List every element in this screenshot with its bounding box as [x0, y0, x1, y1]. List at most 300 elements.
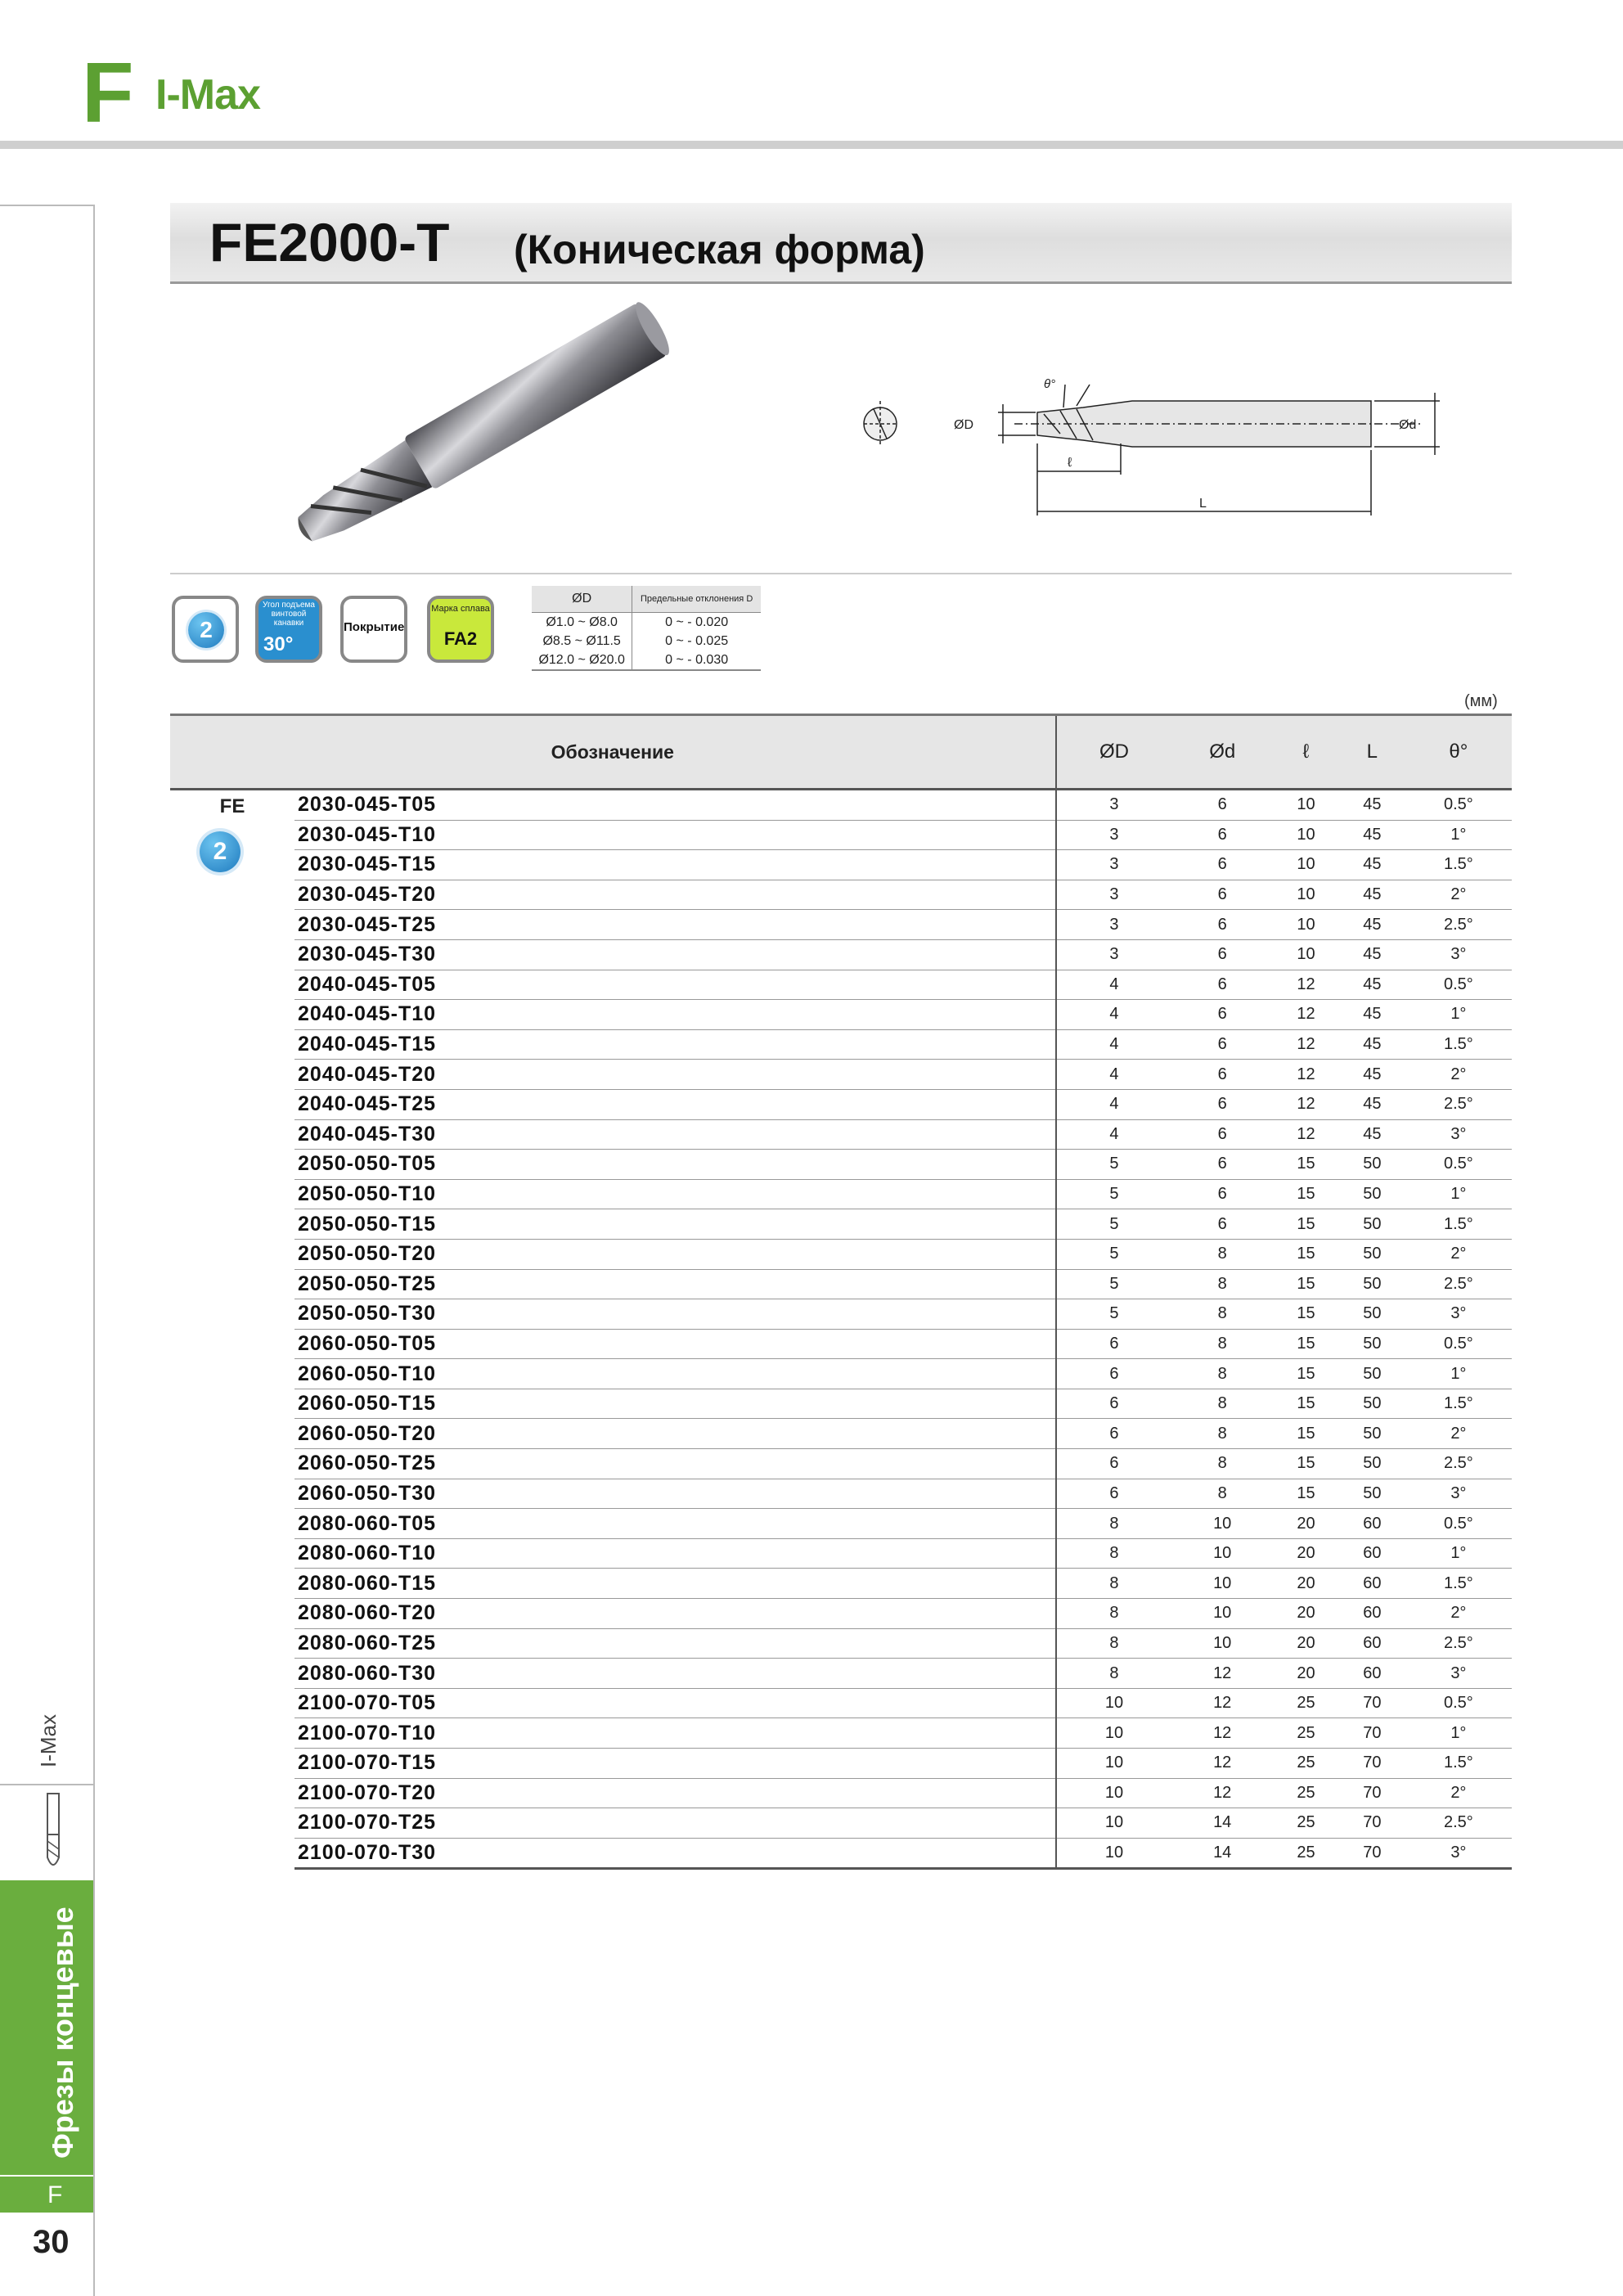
helix-angle-icon [255, 596, 322, 663]
cell-d: 8 [1171, 1239, 1273, 1269]
cell-L: 50 [1339, 1449, 1405, 1479]
sidebar-brand-text: I-Max [36, 1714, 61, 1767]
cell-code: 2060-050-T30 [294, 1479, 1056, 1509]
table-row [170, 1029, 1512, 1060]
grade-label: Марка сплава [431, 604, 490, 614]
cell-D: 3 [1056, 939, 1172, 970]
cell-d: 8 [1171, 1389, 1273, 1419]
sidebar-divider [93, 205, 95, 2296]
cell-D: 10 [1056, 1749, 1172, 1779]
cell-l: 12 [1273, 1119, 1339, 1150]
tool-drawing [851, 376, 1456, 532]
cell-d: 8 [1171, 1329, 1273, 1359]
section-letter: F [82, 46, 134, 141]
cell-theta: 1° [1405, 1718, 1512, 1749]
cell-theta: 2.5° [1405, 1808, 1512, 1839]
table-row [170, 1599, 1512, 1629]
cell-l: 10 [1273, 880, 1339, 910]
cell-D: 4 [1056, 1060, 1172, 1090]
grade-value: FA2 [443, 628, 478, 649]
cell-l: 15 [1273, 1269, 1339, 1299]
cell-L: 60 [1339, 1569, 1405, 1599]
cell-theta: 2° [1405, 1239, 1512, 1269]
dim-d: Ød [1399, 418, 1417, 432]
cell-D: 5 [1056, 1239, 1172, 1269]
cell-D: 3 [1056, 790, 1172, 821]
flutes-count: 2 [188, 612, 224, 648]
cell-d: 14 [1171, 1838, 1273, 1869]
cell-l: 12 [1273, 970, 1339, 1000]
cell-L: 45 [1339, 790, 1405, 821]
cell-l: 15 [1273, 1209, 1339, 1240]
cell-L: 70 [1339, 1749, 1405, 1779]
cell-code: 2050-050-T05 [294, 1150, 1056, 1180]
cell-D: 10 [1056, 1688, 1172, 1718]
cell-code: 2100-070-T25 [294, 1808, 1056, 1839]
flutes-icon [172, 596, 239, 663]
cell-theta: 0.5° [1405, 1329, 1512, 1359]
col-L: L [1339, 715, 1405, 790]
cell-L: 45 [1339, 1000, 1405, 1030]
cell-theta: 3° [1405, 1119, 1512, 1150]
cell-D: 6 [1056, 1329, 1172, 1359]
table-row [170, 1659, 1512, 1689]
cell-d: 6 [1171, 970, 1273, 1000]
cell-code: 2100-070-T10 [294, 1718, 1056, 1749]
cell-theta: 2° [1405, 1419, 1512, 1449]
table-row [170, 1179, 1512, 1209]
table-row [170, 1299, 1512, 1330]
cell-l: 15 [1273, 1419, 1339, 1449]
cell-L: 50 [1339, 1419, 1405, 1449]
cell-code: 2080-060-T05 [294, 1509, 1056, 1539]
cell-d: 10 [1171, 1538, 1273, 1569]
cell-d: 6 [1171, 1179, 1273, 1209]
cell-theta: 0.5° [1405, 1688, 1512, 1718]
cell-code: 2080-060-T20 [294, 1599, 1056, 1629]
table-row [170, 1239, 1512, 1269]
cell-code: 2040-045-T25 [294, 1089, 1056, 1119]
table-row [170, 1569, 1512, 1599]
cell-L: 70 [1339, 1808, 1405, 1839]
cell-code: 2080-060-T25 [294, 1628, 1056, 1659]
cell-D: 3 [1056, 910, 1172, 940]
cell-l: 15 [1273, 1179, 1339, 1209]
cell-code: 2080-060-T30 [294, 1659, 1056, 1689]
tolerance-range: Ø12.0 ~ Ø20.0 [532, 651, 632, 670]
cell-L: 50 [1339, 1329, 1405, 1359]
cell-d: 6 [1171, 1000, 1273, 1030]
cell-d: 6 [1171, 1089, 1273, 1119]
cell-L: 70 [1339, 1778, 1405, 1808]
cell-l: 15 [1273, 1449, 1339, 1479]
cell-D: 5 [1056, 1150, 1172, 1180]
cell-d: 6 [1171, 1029, 1273, 1060]
cell-code: 2050-050-T10 [294, 1179, 1056, 1209]
cell-D: 8 [1056, 1599, 1172, 1629]
cell-code: 2080-060-T15 [294, 1569, 1056, 1599]
table-row [170, 1628, 1512, 1659]
cell-theta: 1.5° [1405, 850, 1512, 880]
table-row [170, 1778, 1512, 1808]
table-row [170, 1479, 1512, 1509]
cell-l: 10 [1273, 939, 1339, 970]
cell-D: 10 [1056, 1808, 1172, 1839]
cell-L: 50 [1339, 1269, 1405, 1299]
cell-d: 6 [1171, 820, 1273, 850]
cell-L: 60 [1339, 1538, 1405, 1569]
table-row [170, 850, 1512, 880]
cell-D: 6 [1056, 1479, 1172, 1509]
cell-code: 2100-070-T15 [294, 1749, 1056, 1779]
cell-D: 8 [1056, 1509, 1172, 1539]
cell-L: 50 [1339, 1150, 1405, 1180]
cell-l: 20 [1273, 1538, 1339, 1569]
cell-d: 8 [1171, 1419, 1273, 1449]
cell-theta: 1.5° [1405, 1029, 1512, 1060]
product-rows [170, 790, 1512, 1869]
dim-l: ℓ [1068, 456, 1072, 470]
cell-code: 2030-045-T30 [294, 939, 1056, 970]
tolerance-value: 0 ~ - 0.020 [665, 615, 729, 629]
tolerance-rows [532, 613, 761, 671]
cell-theta: 2.5° [1405, 1269, 1512, 1299]
cell-l: 15 [1273, 1389, 1339, 1419]
cell-code: 2060-050-T15 [294, 1389, 1056, 1419]
cell-l: 12 [1273, 1060, 1339, 1090]
cell-L: 45 [1339, 910, 1405, 940]
endmill-icon [41, 1792, 65, 1874]
cell-code: 2030-045-T20 [294, 880, 1056, 910]
cell-code: 2080-060-T10 [294, 1538, 1056, 1569]
cell-d: 8 [1171, 1299, 1273, 1330]
table-row [170, 1718, 1512, 1749]
product-model: FE2000-T [209, 212, 450, 272]
cell-theta: 1.5° [1405, 1749, 1512, 1779]
cell-l: 20 [1273, 1569, 1339, 1599]
flutes-badge: 2 [200, 831, 241, 872]
cell-L: 45 [1339, 880, 1405, 910]
cell-D: 5 [1056, 1269, 1172, 1299]
tolerance-range: Ø8.5 ~ Ø11.5 [532, 632, 632, 651]
cell-d: 6 [1171, 880, 1273, 910]
cell-code: 2100-070-T20 [294, 1778, 1056, 1808]
cell-l: 15 [1273, 1329, 1339, 1359]
cell-D: 8 [1056, 1538, 1172, 1569]
header-divider [0, 141, 1623, 149]
cell-d: 6 [1171, 1119, 1273, 1150]
cell-theta: 3° [1405, 939, 1512, 970]
cell-code: 2060-050-T05 [294, 1329, 1056, 1359]
cell-theta: 3° [1405, 1659, 1512, 1689]
cell-D: 6 [1056, 1419, 1172, 1449]
table-row [170, 1150, 1512, 1180]
cell-d: 10 [1171, 1509, 1273, 1539]
cell-theta: 1.5° [1405, 1389, 1512, 1419]
cell-D: 10 [1056, 1838, 1172, 1869]
table-row [170, 1329, 1512, 1359]
cell-L: 45 [1339, 820, 1405, 850]
cell-l: 25 [1273, 1778, 1339, 1808]
cell-D: 8 [1056, 1569, 1172, 1599]
cell-d: 12 [1171, 1688, 1273, 1718]
cell-d: 12 [1171, 1749, 1273, 1779]
product-subtitle: (Коническая форма) [514, 227, 925, 272]
cell-theta: 2° [1405, 880, 1512, 910]
cell-D: 5 [1056, 1299, 1172, 1330]
table-row [170, 1119, 1512, 1150]
cell-d: 6 [1171, 939, 1273, 970]
cell-D: 10 [1056, 1778, 1172, 1808]
table-row [170, 939, 1512, 970]
table-row [170, 1060, 1512, 1090]
cell-theta: 2.5° [1405, 1089, 1512, 1119]
cell-l: 20 [1273, 1599, 1339, 1629]
table-row [170, 1449, 1512, 1479]
cell-L: 70 [1339, 1688, 1405, 1718]
cell-theta: 0.5° [1405, 970, 1512, 1000]
cell-d: 6 [1171, 1209, 1273, 1240]
series-prefix: FE [219, 795, 245, 817]
cell-L: 50 [1339, 1179, 1405, 1209]
table-row [170, 1419, 1512, 1449]
tolerance-value: 0 ~ - 0.025 [665, 633, 729, 648]
cell-L: 50 [1339, 1299, 1405, 1330]
cell-theta: 1° [1405, 1179, 1512, 1209]
cell-code: 2100-070-T30 [294, 1838, 1056, 1869]
cell-d: 10 [1171, 1599, 1273, 1629]
grade-icon [427, 596, 494, 663]
table-row [170, 1688, 1512, 1718]
tolerance-header-d: ØD [532, 586, 632, 613]
cell-d: 10 [1171, 1628, 1273, 1659]
cell-theta: 1.5° [1405, 1569, 1512, 1599]
page-number: 30 [33, 2224, 70, 2260]
table-row [170, 1209, 1512, 1240]
table-row [170, 1838, 1512, 1869]
unit-label: (мм) [1464, 692, 1498, 710]
cell-D: 4 [1056, 1029, 1172, 1060]
col-d: Ød [1171, 715, 1273, 790]
cell-d: 6 [1171, 910, 1273, 940]
brand-title: I-Max [155, 71, 260, 119]
cell-d: 6 [1171, 1060, 1273, 1090]
cell-D: 6 [1056, 1449, 1172, 1479]
cell-d: 8 [1171, 1269, 1273, 1299]
cell-l: 15 [1273, 1150, 1339, 1180]
cell-l: 20 [1273, 1659, 1339, 1689]
table-row [170, 1269, 1512, 1299]
cell-L: 45 [1339, 939, 1405, 970]
cell-l: 20 [1273, 1509, 1339, 1539]
tolerance-row [532, 613, 761, 633]
cell-d: 12 [1171, 1659, 1273, 1689]
sidebar-category-band [0, 1880, 93, 2175]
cell-d: 6 [1171, 790, 1273, 821]
cell-l: 25 [1273, 1749, 1339, 1779]
cell-code: 2060-050-T25 [294, 1449, 1056, 1479]
cell-D: 5 [1056, 1179, 1172, 1209]
cell-l: 15 [1273, 1239, 1339, 1269]
cell-D: 8 [1056, 1659, 1172, 1689]
series-cell [170, 790, 294, 1869]
cell-code: 2050-050-T15 [294, 1209, 1056, 1240]
cell-code: 2040-045-T30 [294, 1119, 1056, 1150]
cell-code: 2050-050-T25 [294, 1269, 1056, 1299]
coating-label: Покрытие [344, 620, 405, 634]
cell-l: 25 [1273, 1718, 1339, 1749]
cell-D: 3 [1056, 880, 1172, 910]
cell-L: 70 [1339, 1838, 1405, 1869]
tolerance-value: 0 ~ - 0.030 [632, 651, 761, 670]
cell-D: 4 [1056, 1119, 1172, 1150]
cell-d: 8 [1171, 1359, 1273, 1389]
cell-L: 50 [1339, 1239, 1405, 1269]
helix-angle-label: Угол подъема винтовой канавки [263, 601, 315, 628]
table-row [170, 1359, 1512, 1389]
cell-D: 3 [1056, 820, 1172, 850]
cell-code: 2040-045-T20 [294, 1060, 1056, 1090]
cell-l: 10 [1273, 850, 1339, 880]
cell-L: 50 [1339, 1389, 1405, 1419]
cell-l: 15 [1273, 1299, 1339, 1330]
table-row [170, 1389, 1512, 1419]
cell-code: 2050-050-T30 [294, 1299, 1056, 1330]
cell-theta: 0.5° [1405, 1150, 1512, 1180]
tolerance-row [532, 632, 761, 651]
cell-theta: 0.5° [1405, 790, 1512, 821]
cell-l: 12 [1273, 1029, 1339, 1060]
col-l: ℓ [1273, 715, 1339, 790]
cell-theta: 0.5° [1405, 1509, 1512, 1539]
cell-d: 6 [1171, 1150, 1273, 1180]
cell-d: 8 [1171, 1449, 1273, 1479]
cell-code: 2040-045-T05 [294, 970, 1056, 1000]
cell-theta: 2.5° [1405, 910, 1512, 940]
cell-L: 45 [1339, 1060, 1405, 1090]
cell-l: 15 [1273, 1359, 1339, 1389]
dim-D: ØD [954, 418, 973, 432]
dim-L: L [1199, 497, 1207, 511]
helix-angle-value: 30° [263, 633, 294, 655]
sidebar-top-line [0, 205, 95, 206]
cell-theta: 3° [1405, 1479, 1512, 1509]
cell-theta: 2° [1405, 1599, 1512, 1629]
cell-theta: 1° [1405, 1538, 1512, 1569]
table-row [170, 1089, 1512, 1119]
table-row [170, 1509, 1512, 1539]
cell-L: 45 [1339, 1029, 1405, 1060]
col-D: ØD [1056, 715, 1172, 790]
cell-L: 45 [1339, 1089, 1405, 1119]
cell-theta: 2° [1405, 1778, 1512, 1808]
sidebar-brand [36, 1710, 85, 1767]
cell-code: 2100-070-T05 [294, 1688, 1056, 1718]
cell-D: 4 [1056, 1089, 1172, 1119]
cell-d: 8 [1171, 1479, 1273, 1509]
cell-code: 2030-045-T10 [294, 820, 1056, 850]
cell-code: 2030-045-T05 [294, 790, 1056, 821]
cell-code: 2040-045-T10 [294, 1000, 1056, 1030]
cell-theta: 1.5° [1405, 1209, 1512, 1240]
cell-theta: 1° [1405, 1000, 1512, 1030]
cell-L: 50 [1339, 1359, 1405, 1389]
tolerance-table [532, 586, 761, 671]
table-row [170, 1808, 1512, 1839]
sidebar-category-text: Фрезы концевые [46, 1907, 79, 2159]
cell-code: 2050-050-T20 [294, 1239, 1056, 1269]
cell-code: 2030-045-T15 [294, 850, 1056, 880]
cell-l: 15 [1273, 1479, 1339, 1509]
table-row [170, 880, 1512, 910]
cell-theta: 3° [1405, 1838, 1512, 1869]
sidebar-section-letter: F [47, 2181, 63, 2208]
cell-L: 60 [1339, 1659, 1405, 1689]
cell-l: 25 [1273, 1838, 1339, 1869]
cell-code: 2060-050-T10 [294, 1359, 1056, 1389]
cell-D: 6 [1056, 1359, 1172, 1389]
cell-l: 10 [1273, 790, 1339, 821]
cell-theta: 2° [1405, 1060, 1512, 1090]
tolerance-range: Ø1.0 ~ Ø8.0 [532, 613, 632, 633]
tool-photo [245, 295, 704, 565]
product-table [170, 714, 1512, 1870]
col-theta: θ° [1405, 715, 1512, 790]
col-designation: Обозначение [170, 715, 1056, 790]
cell-D: 6 [1056, 1389, 1172, 1419]
table-row [170, 970, 1512, 1000]
section-divider [170, 573, 1512, 574]
cell-L: 45 [1339, 1119, 1405, 1150]
cell-d: 14 [1171, 1808, 1273, 1839]
dim-theta: θ° [1044, 377, 1056, 391]
cell-theta: 1° [1405, 820, 1512, 850]
cell-D: 4 [1056, 970, 1172, 1000]
cell-L: 50 [1339, 1209, 1405, 1240]
cell-code: 2060-050-T20 [294, 1419, 1056, 1449]
cell-d: 6 [1171, 850, 1273, 880]
cell-d: 10 [1171, 1569, 1273, 1599]
cell-D: 4 [1056, 1000, 1172, 1030]
cell-D: 3 [1056, 850, 1172, 880]
cell-L: 70 [1339, 1718, 1405, 1749]
cell-l: 10 [1273, 910, 1339, 940]
cell-D: 8 [1056, 1628, 1172, 1659]
cell-L: 60 [1339, 1509, 1405, 1539]
table-row [170, 1538, 1512, 1569]
cell-d: 12 [1171, 1718, 1273, 1749]
cell-D: 5 [1056, 1209, 1172, 1240]
cell-theta: 2.5° [1405, 1449, 1512, 1479]
cell-D: 10 [1056, 1718, 1172, 1749]
table-row [170, 910, 1512, 940]
tolerance-row [532, 651, 761, 670]
cell-L: 50 [1339, 1479, 1405, 1509]
cell-l: 10 [1273, 820, 1339, 850]
cell-l: 20 [1273, 1628, 1339, 1659]
table-row [170, 1000, 1512, 1030]
cell-d: 12 [1171, 1778, 1273, 1808]
tolerance-header-tol: Предельные отклонения D [632, 586, 761, 613]
cell-theta: 3° [1405, 1299, 1512, 1330]
sidebar-separator [0, 1784, 95, 1785]
cell-l: 25 [1273, 1688, 1339, 1718]
cell-l: 12 [1273, 1089, 1339, 1119]
cell-l: 12 [1273, 1000, 1339, 1030]
table-row [170, 1749, 1512, 1779]
coating-icon [340, 596, 407, 663]
sidebar-section-tab [0, 2177, 93, 2213]
